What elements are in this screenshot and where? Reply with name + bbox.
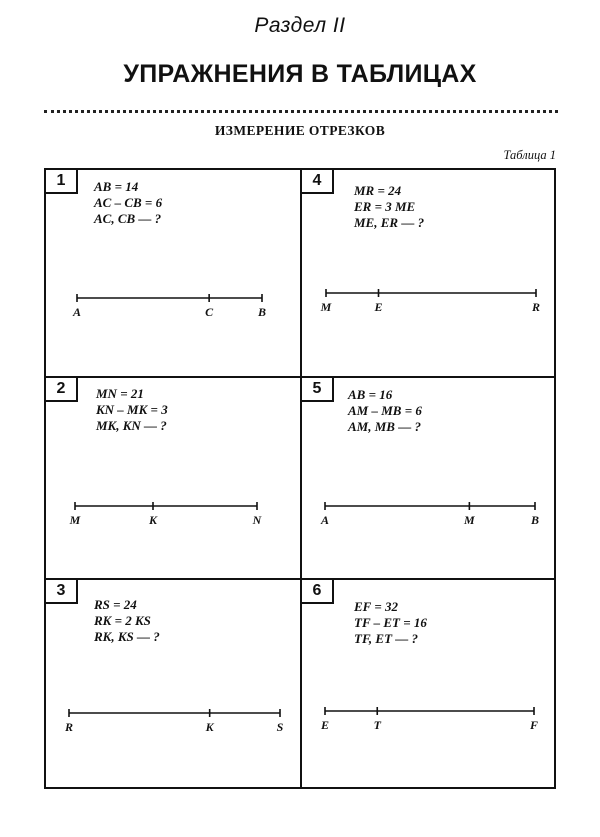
condition-line: KN – MK = 3 xyxy=(96,402,168,417)
condition-line: MR = 24 xyxy=(354,183,402,198)
exercise-number: 3 xyxy=(44,578,78,604)
segment-diagram xyxy=(46,170,300,376)
point-label: C xyxy=(205,305,214,319)
segment-diagram xyxy=(46,580,300,787)
page-title: УПРАЖНЕНИЯ В ТАБЛИЦАХ xyxy=(123,60,477,88)
condition-line: RS = 24 xyxy=(94,597,137,612)
point-label: A xyxy=(72,305,82,319)
condition-line: AM, MB — ? xyxy=(348,419,421,434)
segment-diagram xyxy=(302,170,554,376)
condition-line: ER = 3 ME xyxy=(354,199,416,214)
condition-line: AC, CB — ? xyxy=(94,211,162,226)
exercise-cell xyxy=(46,378,300,578)
exercise-cell xyxy=(46,580,300,787)
condition-line: MK, KN — ? xyxy=(96,418,167,433)
point-label: K xyxy=(205,720,214,734)
point-label: M xyxy=(464,513,475,527)
exercise-number: 6 xyxy=(300,578,334,604)
exercise-number: 5 xyxy=(300,376,334,402)
exercise-cell xyxy=(302,378,554,578)
point-label: S xyxy=(276,720,284,734)
condition-line: EF = 32 xyxy=(354,599,399,614)
dotted-divider xyxy=(44,110,558,113)
point-label: B xyxy=(257,305,267,319)
condition-line: AB = 14 xyxy=(94,179,139,194)
exercise-table xyxy=(44,168,556,789)
point-label: R xyxy=(64,720,74,734)
exercise-number: 2 xyxy=(44,376,78,402)
segment-diagram xyxy=(46,378,300,578)
exercise-number: 4 xyxy=(300,168,334,194)
point-label: R xyxy=(531,300,541,314)
exercise-number: 1 xyxy=(44,168,78,194)
point-label: M xyxy=(69,513,81,527)
point-label: B xyxy=(530,513,540,527)
point-label: A xyxy=(320,513,330,527)
section-subtitle: ИЗМЕРЕНИЕ ОТРЕЗКОВ xyxy=(214,123,386,138)
condition-line: TF, ET — ? xyxy=(354,631,419,646)
point-label: E xyxy=(374,300,383,314)
point-label: F xyxy=(529,718,539,732)
condition-line: MN = 21 xyxy=(96,386,144,401)
condition-line: ME, ER — ? xyxy=(354,215,425,230)
exercise-cell xyxy=(302,580,554,787)
point-label: T xyxy=(373,718,381,732)
condition-line: RK = 2 KS xyxy=(94,613,151,628)
point-label: M xyxy=(320,300,332,314)
section-label: Раздел II xyxy=(254,14,346,37)
condition-line: RK, KS — ? xyxy=(94,629,160,644)
condition-line: AC – CB = 6 xyxy=(94,195,163,210)
point-label: N xyxy=(252,513,262,527)
point-label: K xyxy=(148,513,158,527)
exercise-cell xyxy=(302,170,554,376)
condition-line: TF – ET = 16 xyxy=(354,615,427,630)
point-label: E xyxy=(320,718,330,732)
exercise-cell xyxy=(46,170,300,376)
condition-line: AB = 16 xyxy=(348,387,393,402)
segment-diagram xyxy=(302,378,554,578)
segment-diagram xyxy=(302,580,554,787)
table-label: Таблица 1 xyxy=(503,148,556,162)
condition-line: AM – MB = 6 xyxy=(348,403,422,418)
